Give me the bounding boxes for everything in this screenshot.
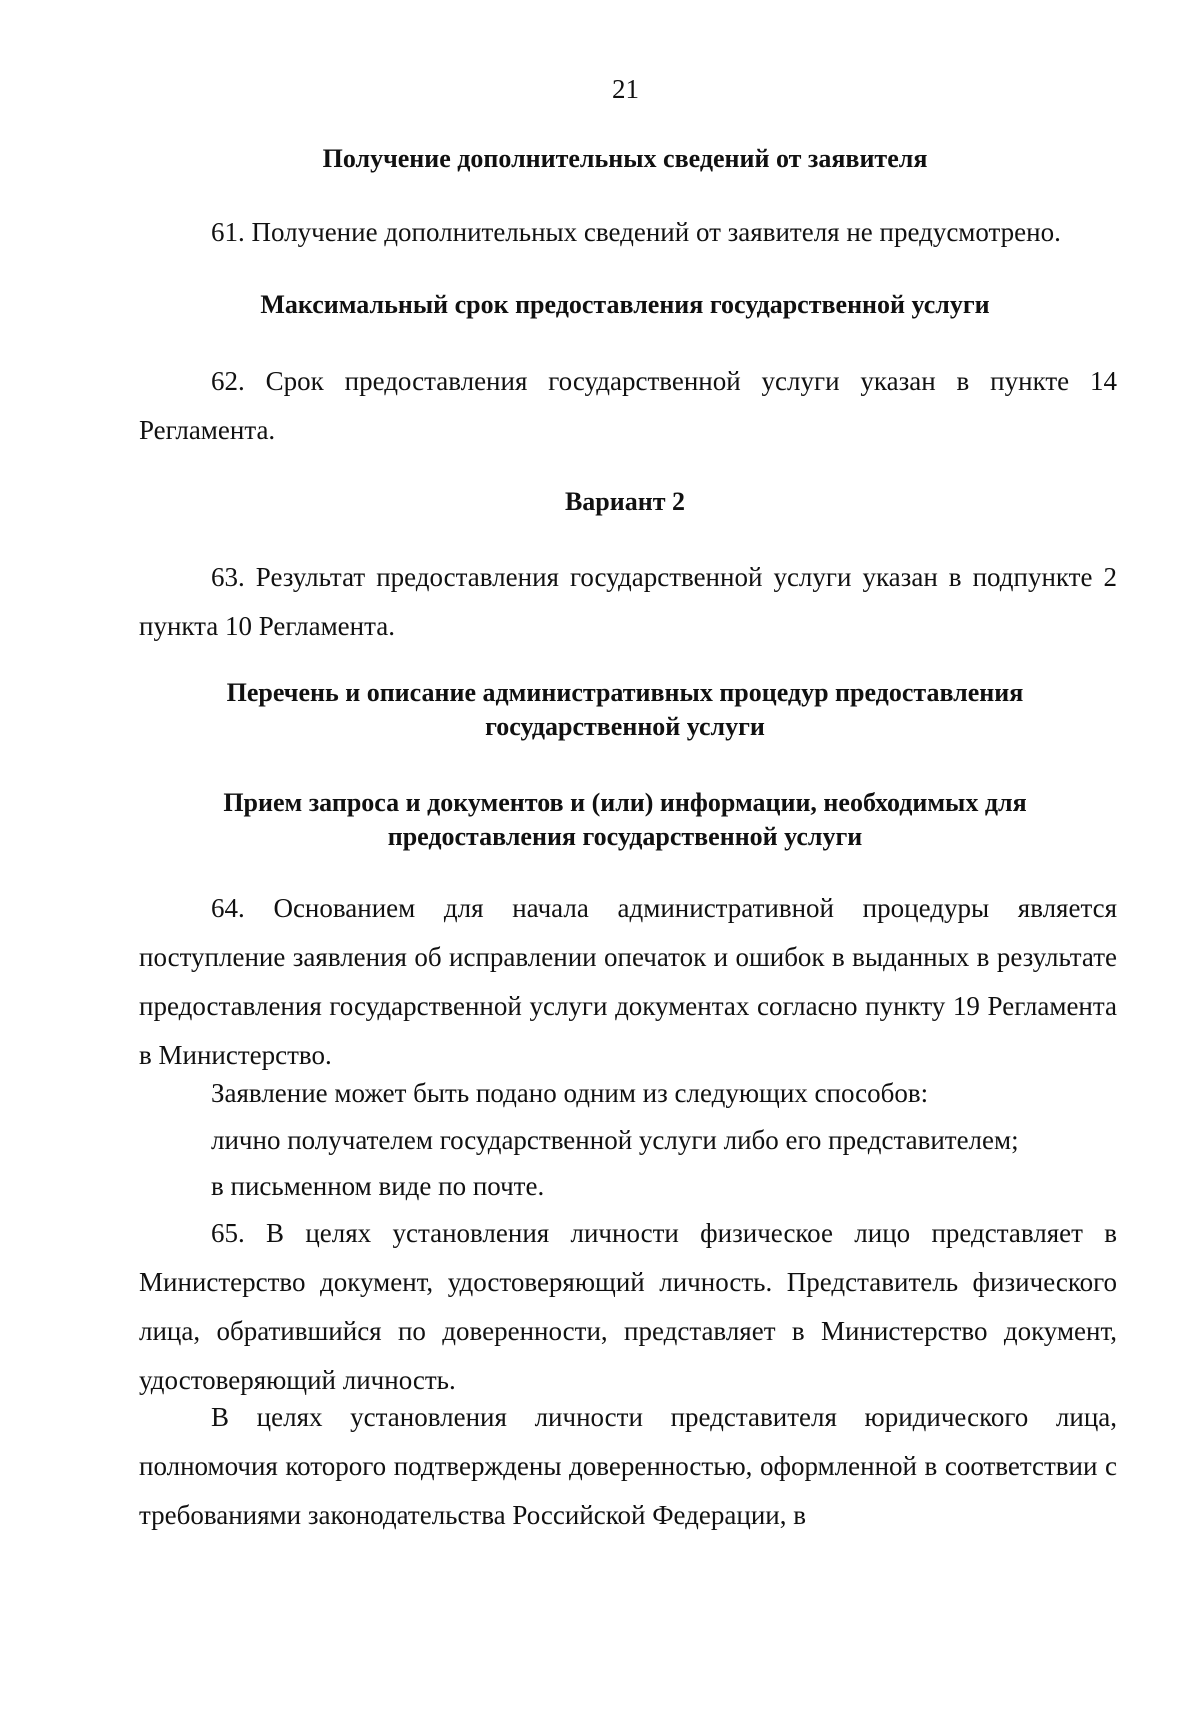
heading-request-reception-line-2: предоставления государственной услуги <box>387 822 863 851</box>
heading-additional-info: Получение дополнительных сведений от заявителя <box>322 144 928 173</box>
heading-max-term: Максимальный срок предоставления государственной услуги <box>260 290 990 319</box>
page-number: 21 <box>612 74 639 104</box>
paragraph-61: 61. Получение дополнительных сведений от заявителя не предусмотрено. <box>211 217 1061 247</box>
paragraph-63: 63. Результат предоставления государственной услуги указан в подпункте 2 пункта 10 Регламента. <box>139 562 1117 641</box>
paragraph-64: 64. Основанием для начала административной процедуры является поступление заявления об исправлении опечаток и ошибок в выданных в результате предоставления государственной услуги документах согласно пункту 19 Регламента в Министерство. <box>139 893 1117 1070</box>
heading-request-reception-line-1: Прием запроса и документов и (или) информации, необходимых для <box>223 788 1027 817</box>
paragraph-64-method-personal: лично получателем государственной услуги либо его представителем; <box>211 1125 1019 1155</box>
paragraph-65: 65. В целях установления личности физическое лицо представляет в Министерство документ, удостоверяющий личность. Представитель физического лица, обратившийся по доверенности, представляет в Министерство документ, удостоверяющий личность. <box>139 1218 1117 1395</box>
heading-variant-2: Вариант 2 <box>564 487 686 516</box>
paragraph-64-method-mail: в письменном виде по почте. <box>211 1171 545 1201</box>
heading-procedures <box>190 676 1060 744</box>
paragraph-62: 62. Срок предоставления государственной услуги указан в пункте 14 Регламента. <box>139 366 1117 445</box>
heading-procedures-line-2: государственной услуги <box>485 712 765 741</box>
paragraph-64-methods: Заявление может быть подано одним из следующих способов: <box>211 1078 929 1108</box>
heading-request-reception <box>190 786 1060 854</box>
paragraph-65-legal-entity: В целях установления личности представителя юридического лица, полномочия которого подтверждены доверенностью, оформленной в соответствии с требованиями законодательства Российской Федерации, в <box>139 1402 1117 1530</box>
heading-procedures-line-1: Перечень и описание административных процедур предоставления <box>226 678 1024 707</box>
